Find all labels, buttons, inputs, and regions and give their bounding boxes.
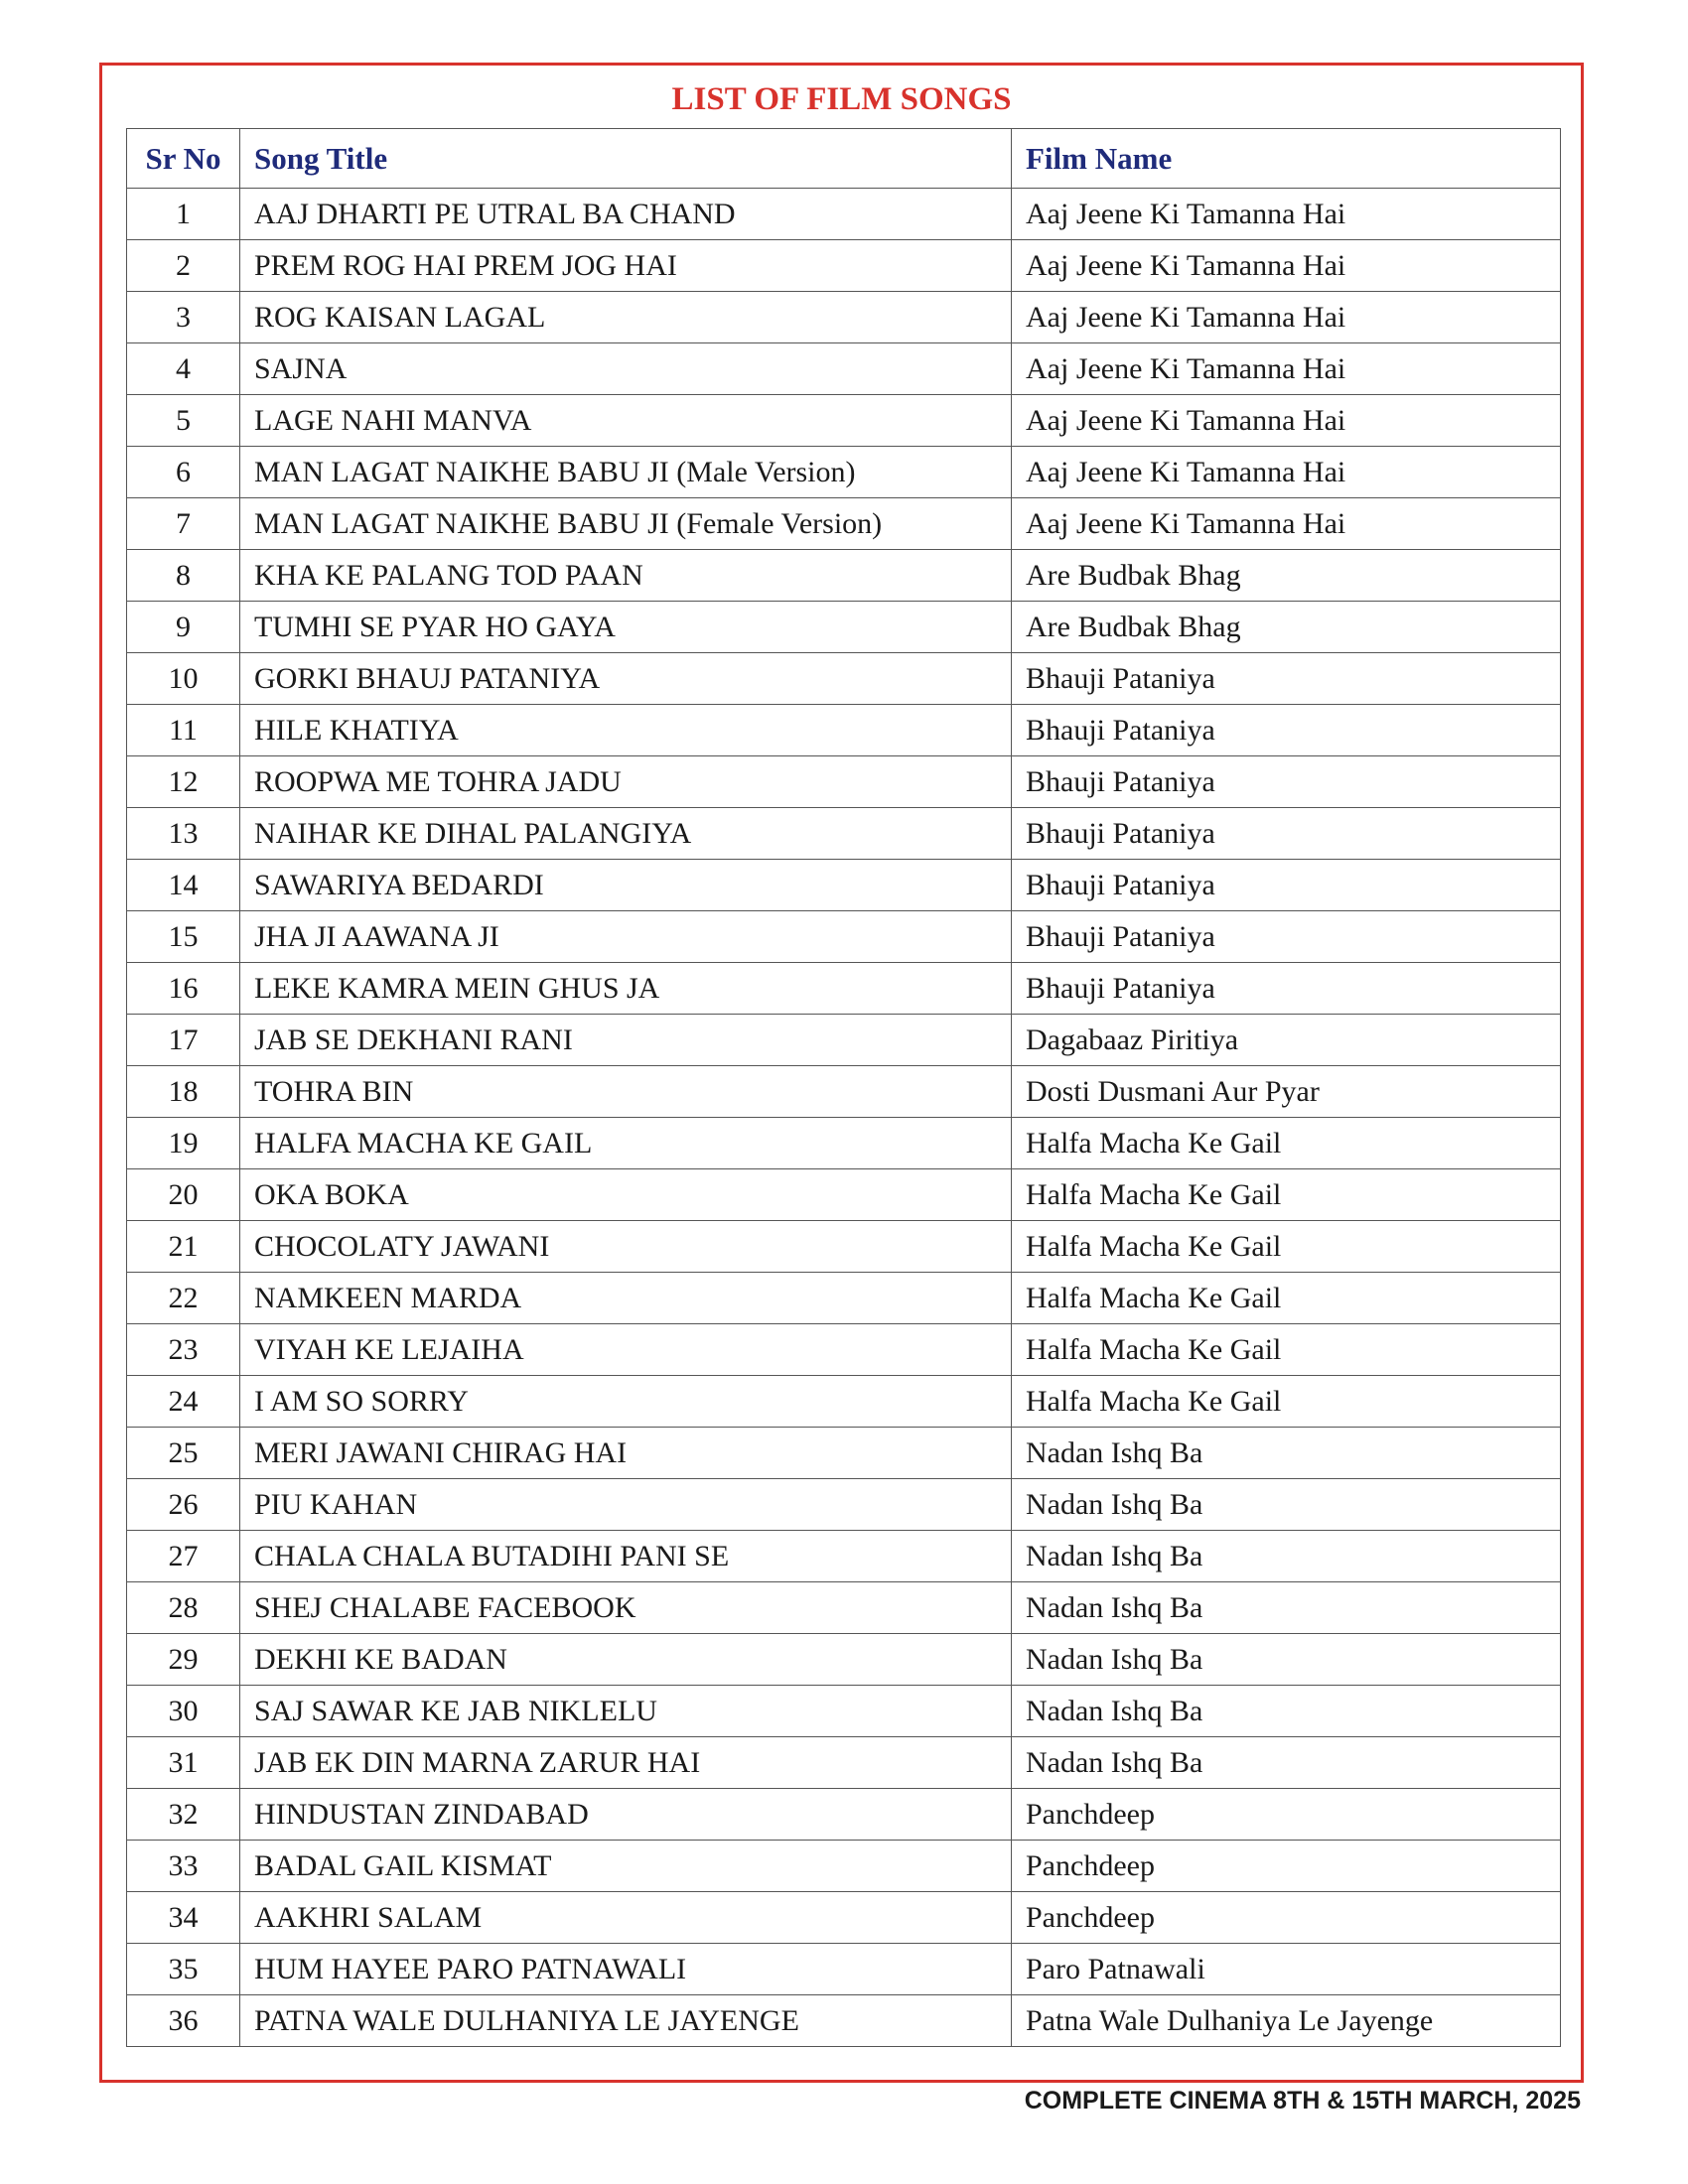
- cell-film-name: Bhauji Pataniya: [1012, 756, 1561, 808]
- page-title: LIST OF FILM SONGS: [671, 81, 1012, 117]
- cell-song-title: AAJ DHARTI PE UTRAL BA CHAND: [240, 189, 1012, 240]
- cell-song-title: HILE KHATIYA: [240, 705, 1012, 756]
- cell-film-name: Halfa Macha Ke Gail: [1012, 1376, 1561, 1428]
- cell-sr-no: 18: [127, 1066, 240, 1118]
- table-row: [127, 550, 1561, 602]
- cell-song-title: AAKHRI SALAM: [240, 1892, 1012, 1944]
- table-row: [127, 1428, 1561, 1479]
- header-song-title: Song Title: [240, 129, 1012, 189]
- cell-film-name: Nadan Ishq Ba: [1012, 1531, 1561, 1582]
- cell-film-name: Nadan Ishq Ba: [1012, 1634, 1561, 1686]
- cell-song-title: MAN LAGAT NAIKHE BABU JI (Female Version): [240, 498, 1012, 550]
- cell-sr-no: 26: [127, 1479, 240, 1531]
- cell-sr-no: 6: [127, 447, 240, 498]
- table-row: [127, 602, 1561, 653]
- cell-film-name: Bhauji Pataniya: [1012, 653, 1561, 705]
- footer-publication-note: COMPLETE CINEMA 8TH & 15TH MARCH, 2025: [1024, 2087, 1581, 2115]
- cell-song-title: OKA BOKA: [240, 1169, 1012, 1221]
- cell-song-title: DEKHI KE BADAN: [240, 1634, 1012, 1686]
- header-sr-no: Sr No: [127, 129, 240, 189]
- document-frame: [99, 63, 1584, 2083]
- cell-film-name: Panchdeep: [1012, 1789, 1561, 1841]
- cell-song-title: PREM ROG HAI PREM JOG HAI: [240, 240, 1012, 292]
- cell-sr-no: 17: [127, 1015, 240, 1066]
- table-row: [127, 1686, 1561, 1737]
- cell-song-title: NAIHAR KE DIHAL PALANGIYA: [240, 808, 1012, 860]
- cell-song-title: CHALA CHALA BUTADIHI PANI SE: [240, 1531, 1012, 1582]
- cell-sr-no: 23: [127, 1324, 240, 1376]
- cell-song-title: SAWARIYA BEDARDI: [240, 860, 1012, 911]
- cell-song-title: HINDUSTAN ZINDABAD: [240, 1789, 1012, 1841]
- cell-film-name: Bhauji Pataniya: [1012, 860, 1561, 911]
- table-row: [127, 1995, 1561, 2047]
- table-row: [127, 1015, 1561, 1066]
- cell-song-title: PATNA WALE DULHANIYA LE JAYENGE: [240, 1995, 1012, 2047]
- table-row: [127, 1892, 1561, 1944]
- table-row: [127, 1324, 1561, 1376]
- cell-sr-no: 27: [127, 1531, 240, 1582]
- table-row: [127, 1531, 1561, 1582]
- cell-sr-no: 34: [127, 1892, 240, 1944]
- cell-film-name: Aaj Jeene Ki Tamanna Hai: [1012, 447, 1561, 498]
- table-header-row: [127, 129, 1561, 189]
- cell-song-title: TOHRA BIN: [240, 1066, 1012, 1118]
- cell-film-name: Halfa Macha Ke Gail: [1012, 1169, 1561, 1221]
- cell-song-title: MERI JAWANI CHIRAG HAI: [240, 1428, 1012, 1479]
- table-row: [127, 1221, 1561, 1273]
- table-row: [127, 653, 1561, 705]
- cell-song-title: SHEJ CHALABE FACEBOOK: [240, 1582, 1012, 1634]
- cell-song-title: JHA JI AAWANA JI: [240, 911, 1012, 963]
- cell-sr-no: 25: [127, 1428, 240, 1479]
- cell-sr-no: 36: [127, 1995, 240, 2047]
- table-row: [127, 1376, 1561, 1428]
- cell-song-title: BADAL GAIL KISMAT: [240, 1841, 1012, 1892]
- cell-sr-no: 11: [127, 705, 240, 756]
- cell-film-name: Nadan Ishq Ba: [1012, 1737, 1561, 1789]
- cell-film-name: Aaj Jeene Ki Tamanna Hai: [1012, 343, 1561, 395]
- cell-film-name: Aaj Jeene Ki Tamanna Hai: [1012, 240, 1561, 292]
- cell-film-name: Halfa Macha Ke Gail: [1012, 1324, 1561, 1376]
- cell-film-name: Nadan Ishq Ba: [1012, 1582, 1561, 1634]
- cell-sr-no: 24: [127, 1376, 240, 1428]
- cell-film-name: Bhauji Pataniya: [1012, 911, 1561, 963]
- cell-sr-no: 22: [127, 1273, 240, 1324]
- table-row: [127, 1737, 1561, 1789]
- cell-sr-no: 35: [127, 1944, 240, 1995]
- songs-table: [126, 128, 1561, 2047]
- table-row: [127, 1841, 1561, 1892]
- table-row: [127, 1118, 1561, 1169]
- cell-sr-no: 28: [127, 1582, 240, 1634]
- cell-film-name: Patna Wale Dulhaniya Le Jayenge: [1012, 1995, 1561, 2047]
- cell-sr-no: 19: [127, 1118, 240, 1169]
- table-row: [127, 1582, 1561, 1634]
- table-row: [127, 808, 1561, 860]
- cell-film-name: Dagabaaz Piritiya: [1012, 1015, 1561, 1066]
- cell-film-name: Panchdeep: [1012, 1892, 1561, 1944]
- cell-song-title: HALFA MACHA KE GAIL: [240, 1118, 1012, 1169]
- table-row: [127, 1169, 1561, 1221]
- cell-song-title: MAN LAGAT NAIKHE BABU JI (Male Version): [240, 447, 1012, 498]
- table-row: [127, 343, 1561, 395]
- cell-song-title: ROG KAISAN LAGAL: [240, 292, 1012, 343]
- cell-sr-no: 30: [127, 1686, 240, 1737]
- table-row: [127, 911, 1561, 963]
- cell-song-title: GORKI BHAUJ PATANIYA: [240, 653, 1012, 705]
- cell-film-name: Bhauji Pataniya: [1012, 808, 1561, 860]
- cell-film-name: Aaj Jeene Ki Tamanna Hai: [1012, 498, 1561, 550]
- cell-film-name: Halfa Macha Ke Gail: [1012, 1118, 1561, 1169]
- cell-sr-no: 3: [127, 292, 240, 343]
- cell-sr-no: 13: [127, 808, 240, 860]
- cell-film-name: Nadan Ishq Ba: [1012, 1479, 1561, 1531]
- header-film-name: Film Name: [1012, 129, 1561, 189]
- cell-film-name: Are Budbak Bhag: [1012, 550, 1561, 602]
- cell-film-name: Nadan Ishq Ba: [1012, 1428, 1561, 1479]
- table-row: [127, 240, 1561, 292]
- cell-song-title: CHOCOLATY JAWANI: [240, 1221, 1012, 1273]
- cell-sr-no: 21: [127, 1221, 240, 1273]
- cell-film-name: Bhauji Pataniya: [1012, 963, 1561, 1015]
- cell-song-title: KHA KE PALANG TOD PAAN: [240, 550, 1012, 602]
- cell-sr-no: 14: [127, 860, 240, 911]
- table-row: [127, 292, 1561, 343]
- table-row: [127, 1944, 1561, 1995]
- cell-sr-no: 7: [127, 498, 240, 550]
- cell-sr-no: 4: [127, 343, 240, 395]
- cell-song-title: NAMKEEN MARDA: [240, 1273, 1012, 1324]
- cell-song-title: HUM HAYEE PARO PATNAWALI: [240, 1944, 1012, 1995]
- cell-film-name: Aaj Jeene Ki Tamanna Hai: [1012, 395, 1561, 447]
- cell-sr-no: 16: [127, 963, 240, 1015]
- cell-film-name: Paro Patnawali: [1012, 1944, 1561, 1995]
- table-row: [127, 1273, 1561, 1324]
- table-row: [127, 1479, 1561, 1531]
- cell-film-name: Dosti Dusmani Aur Pyar: [1012, 1066, 1561, 1118]
- cell-film-name: Bhauji Pataniya: [1012, 705, 1561, 756]
- table-row: [127, 498, 1561, 550]
- table-row: [127, 756, 1561, 808]
- cell-film-name: Are Budbak Bhag: [1012, 602, 1561, 653]
- table-row: [127, 395, 1561, 447]
- cell-song-title: TUMHI SE PYAR HO GAYA: [240, 602, 1012, 653]
- cell-song-title: JAB EK DIN MARNA ZARUR HAI: [240, 1737, 1012, 1789]
- cell-film-name: Halfa Macha Ke Gail: [1012, 1221, 1561, 1273]
- cell-sr-no: 8: [127, 550, 240, 602]
- cell-sr-no: 33: [127, 1841, 240, 1892]
- table-row: [127, 963, 1561, 1015]
- table-row: [127, 189, 1561, 240]
- cell-sr-no: 29: [127, 1634, 240, 1686]
- cell-sr-no: 20: [127, 1169, 240, 1221]
- table-body: [127, 189, 1561, 2047]
- cell-song-title: SAJNA: [240, 343, 1012, 395]
- cell-song-title: LEKE KAMRA MEIN GHUS JA: [240, 963, 1012, 1015]
- cell-song-title: I AM SO SORRY: [240, 1376, 1012, 1428]
- cell-song-title: JAB SE DEKHANI RANI: [240, 1015, 1012, 1066]
- cell-film-name: Halfa Macha Ke Gail: [1012, 1273, 1561, 1324]
- table-row: [127, 705, 1561, 756]
- table-row: [127, 1789, 1561, 1841]
- cell-film-name: Aaj Jeene Ki Tamanna Hai: [1012, 292, 1561, 343]
- cell-sr-no: 9: [127, 602, 240, 653]
- table-row: [127, 1634, 1561, 1686]
- cell-film-name: Aaj Jeene Ki Tamanna Hai: [1012, 189, 1561, 240]
- cell-sr-no: 12: [127, 756, 240, 808]
- cell-film-name: Panchdeep: [1012, 1841, 1561, 1892]
- table-row: [127, 1066, 1561, 1118]
- cell-sr-no: 15: [127, 911, 240, 963]
- cell-song-title: VIYAH KE LEJAIHA: [240, 1324, 1012, 1376]
- cell-film-name: Nadan Ishq Ba: [1012, 1686, 1561, 1737]
- cell-song-title: PIU KAHAN: [240, 1479, 1012, 1531]
- cell-sr-no: 2: [127, 240, 240, 292]
- cell-song-title: LAGE NAHI MANVA: [240, 395, 1012, 447]
- cell-sr-no: 5: [127, 395, 240, 447]
- cell-sr-no: 31: [127, 1737, 240, 1789]
- cell-song-title: ROOPWA ME TOHRA JADU: [240, 756, 1012, 808]
- table-row: [127, 860, 1561, 911]
- table-row: [127, 447, 1561, 498]
- cell-song-title: SAJ SAWAR KE JAB NIKLELU: [240, 1686, 1012, 1737]
- cell-sr-no: 10: [127, 653, 240, 705]
- cell-sr-no: 1: [127, 189, 240, 240]
- cell-sr-no: 32: [127, 1789, 240, 1841]
